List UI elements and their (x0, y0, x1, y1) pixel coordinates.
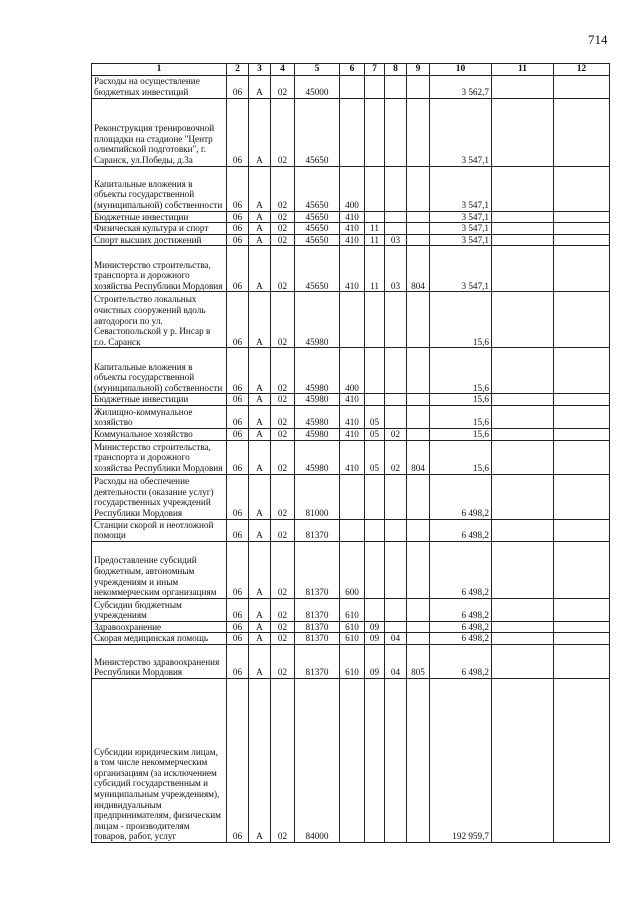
cell-code (385, 98, 407, 166)
cell-code: 610 (340, 644, 365, 678)
cell-code: А (249, 98, 271, 166)
cell-amount (554, 75, 610, 98)
cell-amount (554, 211, 610, 223)
table-row (92, 166, 610, 211)
cell-code (407, 98, 430, 166)
cell-code: 03 (385, 234, 407, 246)
cell-amount (492, 348, 554, 394)
cell-amount (554, 234, 610, 246)
cell-amount (492, 644, 554, 678)
table-row (92, 292, 610, 348)
cell-code (385, 348, 407, 394)
cell-code (365, 394, 385, 406)
cell-code: 02 (271, 405, 295, 428)
cell-code (407, 633, 430, 645)
cell-code (385, 541, 407, 598)
cell-code: 11 (365, 223, 385, 235)
cell-amount: 3 547,1 (430, 223, 492, 235)
cell-amount (554, 678, 610, 842)
cell-name: Жилищно-коммунальное хозяйство (92, 405, 227, 428)
cell-code: А (249, 428, 271, 440)
cell-code (407, 474, 430, 519)
cell-code (407, 678, 430, 842)
cell-code (385, 292, 407, 348)
cell-code: А (249, 519, 271, 541)
table-row (92, 598, 610, 621)
cell-amount: 3 547,1 (430, 98, 492, 166)
cell-amount (492, 166, 554, 211)
cell-code: 02 (271, 394, 295, 406)
cell-code (407, 598, 430, 621)
cell-code: 81000 (295, 474, 340, 519)
cell-code: А (249, 166, 271, 211)
cell-code: 05 (365, 405, 385, 428)
cell-code: 804 (407, 440, 430, 474)
cell-code (340, 519, 365, 541)
budget-table (91, 63, 610, 843)
cell-code: А (249, 644, 271, 678)
cell-amount (554, 394, 610, 406)
cell-name: Станции скорой и неотложной помощи (92, 519, 227, 541)
cell-code: 84000 (295, 678, 340, 842)
cell-code: 45980 (295, 440, 340, 474)
cell-amount: 192 959,7 (430, 678, 492, 842)
cell-code: А (249, 633, 271, 645)
table-row (92, 440, 610, 474)
cell-code (385, 519, 407, 541)
column-header-4: 4 (271, 64, 295, 76)
cell-code (407, 166, 430, 211)
cell-code: 81370 (295, 519, 340, 541)
cell-amount (554, 633, 610, 645)
cell-amount (554, 428, 610, 440)
cell-amount (492, 98, 554, 166)
cell-code: 610 (340, 621, 365, 633)
cell-amount: 6 498,2 (430, 598, 492, 621)
cell-amount (492, 428, 554, 440)
cell-name: Капитальные вложения в объекты государственной (муниципальной) собственности (92, 166, 227, 211)
cell-name: Коммунальное хозяйство (92, 428, 227, 440)
table-row (92, 633, 610, 645)
cell-code: А (249, 440, 271, 474)
cell-amount (554, 644, 610, 678)
cell-code: 45980 (295, 348, 340, 394)
column-header-9: 9 (407, 64, 430, 76)
cell-code: 81370 (295, 541, 340, 598)
column-header-1: 1 (92, 64, 227, 76)
cell-amount (492, 678, 554, 842)
cell-code (407, 292, 430, 348)
cell-amount (554, 474, 610, 519)
cell-code: 04 (385, 644, 407, 678)
cell-code: А (249, 348, 271, 394)
cell-amount (492, 519, 554, 541)
cell-code: 410 (340, 234, 365, 246)
cell-code: 06 (227, 98, 249, 166)
cell-amount: 15,6 (430, 394, 492, 406)
cell-code (365, 75, 385, 98)
column-header-6: 6 (340, 64, 365, 76)
cell-code (407, 75, 430, 98)
cell-name: Министерство строительства, транспорта и дорожного хозяйства Республики Мордовия (92, 440, 227, 474)
cell-code: 06 (227, 678, 249, 842)
cell-code (385, 405, 407, 428)
cell-amount: 15,6 (430, 292, 492, 348)
cell-code (365, 598, 385, 621)
cell-code (385, 211, 407, 223)
cell-code (407, 348, 430, 394)
cell-amount (492, 292, 554, 348)
cell-amount: 6 498,2 (430, 633, 492, 645)
cell-amount (554, 348, 610, 394)
cell-amount: 3 547,1 (430, 234, 492, 246)
column-header-8: 8 (385, 64, 407, 76)
cell-code: А (249, 234, 271, 246)
cell-amount (554, 246, 610, 292)
cell-code: А (249, 621, 271, 633)
cell-code: 05 (365, 428, 385, 440)
cell-name: Министерство здравоохранения Республики Мордовия (92, 644, 227, 678)
cell-code: 400 (340, 166, 365, 211)
cell-name: Физическая культура и спорт (92, 223, 227, 235)
cell-code (365, 348, 385, 394)
cell-amount (554, 541, 610, 598)
cell-name: Спорт высших достижений (92, 234, 227, 246)
cell-code: А (249, 75, 271, 98)
cell-amount (492, 440, 554, 474)
cell-code: 06 (227, 598, 249, 621)
cell-amount: 3 547,1 (430, 246, 492, 292)
cell-code (365, 519, 385, 541)
cell-code: 06 (227, 234, 249, 246)
cell-code: 410 (340, 394, 365, 406)
cell-amount (492, 246, 554, 292)
cell-code: 09 (365, 644, 385, 678)
table-row (92, 348, 610, 394)
header-row (92, 64, 610, 76)
cell-amount (554, 166, 610, 211)
cell-code: 06 (227, 519, 249, 541)
table-row (92, 541, 610, 598)
cell-code: 02 (271, 678, 295, 842)
cell-code: 04 (385, 633, 407, 645)
cell-code: 02 (271, 621, 295, 633)
cell-code: А (249, 223, 271, 235)
cell-code (365, 211, 385, 223)
cell-code: 02 (271, 633, 295, 645)
cell-amount: 6 498,2 (430, 474, 492, 519)
cell-code: 06 (227, 246, 249, 292)
cell-amount (492, 474, 554, 519)
table-row (92, 644, 610, 678)
cell-name: Скорая медицинская помощь (92, 633, 227, 645)
cell-code: 410 (340, 440, 365, 474)
cell-code: 45650 (295, 223, 340, 235)
cell-code (407, 541, 430, 598)
cell-code: 45980 (295, 394, 340, 406)
cell-code: 06 (227, 348, 249, 394)
cell-code (365, 541, 385, 598)
cell-code (407, 223, 430, 235)
cell-code: 02 (271, 234, 295, 246)
table-row (92, 98, 610, 166)
cell-code: 02 (271, 440, 295, 474)
cell-code: 02 (271, 223, 295, 235)
cell-name: Расходы на осуществление бюджетных инвестиций (92, 75, 227, 98)
cell-code (340, 292, 365, 348)
cell-code: 45650 (295, 246, 340, 292)
cell-code: 02 (271, 348, 295, 394)
cell-code: 45650 (295, 98, 340, 166)
cell-code: А (249, 541, 271, 598)
table-row (92, 211, 610, 223)
cell-code: 06 (227, 633, 249, 645)
cell-code (407, 405, 430, 428)
cell-amount: 3 547,1 (430, 166, 492, 211)
column-header-5: 5 (295, 64, 340, 76)
cell-amount (492, 211, 554, 223)
cell-code (407, 211, 430, 223)
cell-code: 410 (340, 223, 365, 235)
cell-amount (554, 621, 610, 633)
cell-code: 410 (340, 246, 365, 292)
cell-name: Бюджетные инвестиции (92, 394, 227, 406)
table-row (92, 678, 610, 842)
cell-code (365, 166, 385, 211)
cell-code: 02 (271, 211, 295, 223)
cell-amount (492, 598, 554, 621)
cell-code: 02 (271, 598, 295, 621)
table-row (92, 234, 610, 246)
column-header-3: 3 (249, 64, 271, 76)
cell-code: А (249, 405, 271, 428)
cell-amount (492, 75, 554, 98)
cell-code: 06 (227, 440, 249, 474)
table-row (92, 621, 610, 633)
cell-code (385, 598, 407, 621)
cell-code: 06 (227, 474, 249, 519)
cell-code: А (249, 394, 271, 406)
cell-code: 81370 (295, 621, 340, 633)
column-header-7: 7 (365, 64, 385, 76)
cell-code: 02 (271, 246, 295, 292)
cell-code (385, 223, 407, 235)
cell-code: 45980 (295, 405, 340, 428)
cell-name: Субсидии юридическим лицам, в том числе некоммерческим организациям (за исключением субсидий государственным и муниципальным учреждениям), индивидуальным предпринимателям, физическим лицам - производителям товаров, работ, услуг (92, 678, 227, 842)
cell-code (385, 621, 407, 633)
cell-code (365, 678, 385, 842)
cell-code: 09 (365, 633, 385, 645)
cell-code: 06 (227, 621, 249, 633)
cell-code (407, 519, 430, 541)
table-row (92, 428, 610, 440)
cell-code: 02 (271, 75, 295, 98)
cell-code: 400 (340, 348, 365, 394)
cell-code: 610 (340, 598, 365, 621)
table-row (92, 223, 610, 235)
cell-code (407, 428, 430, 440)
cell-code: 02 (271, 541, 295, 598)
cell-code: 06 (227, 223, 249, 235)
cell-amount (492, 394, 554, 406)
cell-code (385, 474, 407, 519)
column-header-10: 10 (430, 64, 492, 76)
cell-code: 45650 (295, 234, 340, 246)
cell-name: Здравоохранение (92, 621, 227, 633)
cell-code: 06 (227, 405, 249, 428)
cell-amount (554, 98, 610, 166)
cell-code: 45980 (295, 292, 340, 348)
cell-code (340, 98, 365, 166)
cell-amount: 15,6 (430, 405, 492, 428)
cell-name: Бюджетные инвестиции (92, 211, 227, 223)
cell-amount: 6 498,2 (430, 621, 492, 633)
cell-code: А (249, 678, 271, 842)
column-header-11: 11 (492, 64, 554, 76)
cell-code: 06 (227, 644, 249, 678)
cell-code (385, 678, 407, 842)
cell-amount (492, 223, 554, 235)
cell-name: Капитальные вложения в объекты государственной (муниципальной) собственности (92, 348, 227, 394)
cell-amount (554, 292, 610, 348)
cell-code: 02 (271, 644, 295, 678)
cell-amount: 3 547,1 (430, 211, 492, 223)
cell-code (340, 474, 365, 519)
cell-code (365, 98, 385, 166)
cell-amount: 6 498,2 (430, 644, 492, 678)
cell-amount: 15,6 (430, 428, 492, 440)
cell-amount (554, 405, 610, 428)
table-row (92, 474, 610, 519)
cell-code: 02 (271, 292, 295, 348)
cell-code: 06 (227, 166, 249, 211)
table-row (92, 519, 610, 541)
cell-name: Предоставление субсидий бюджетным, автономным учреждениям и иным некоммерческим организациям (92, 541, 227, 598)
cell-name: Расходы на обеспечение деятельности (оказание услуг) государственных учреждений Республики Мордовия (92, 474, 227, 519)
cell-code: 09 (365, 621, 385, 633)
cell-code: 81370 (295, 644, 340, 678)
cell-code (385, 75, 407, 98)
table-row (92, 75, 610, 98)
cell-code: 410 (340, 405, 365, 428)
cell-code: 06 (227, 292, 249, 348)
cell-code (365, 292, 385, 348)
cell-code: А (249, 246, 271, 292)
cell-code: 81370 (295, 598, 340, 621)
column-header-12: 12 (554, 64, 610, 76)
cell-amount (492, 234, 554, 246)
column-header-2: 2 (227, 64, 249, 76)
cell-name: Субсидии бюджетным учреждениям (92, 598, 227, 621)
cell-code: 410 (340, 428, 365, 440)
cell-code: 06 (227, 428, 249, 440)
cell-code: А (249, 211, 271, 223)
table-body (92, 75, 610, 842)
cell-code (407, 394, 430, 406)
cell-code: 02 (271, 474, 295, 519)
cell-code: 45650 (295, 166, 340, 211)
cell-code: А (249, 292, 271, 348)
cell-code: 06 (227, 75, 249, 98)
cell-code: 05 (365, 440, 385, 474)
cell-code: 02 (271, 98, 295, 166)
cell-amount (492, 541, 554, 598)
cell-code: 410 (340, 211, 365, 223)
cell-code: 600 (340, 541, 365, 598)
cell-code (385, 394, 407, 406)
cell-code (407, 234, 430, 246)
table-row (92, 405, 610, 428)
cell-code: 804 (407, 246, 430, 292)
cell-name: Строительство локальных очистных сооружений вдоль автодороги по ул. Севастопольской у р. Инсар в г.о. Саранск (92, 292, 227, 348)
cell-name: Министерство строительства, транспорта и дорожного хозяйства Республики Мордовия (92, 246, 227, 292)
cell-code: А (249, 598, 271, 621)
cell-code: 11 (365, 246, 385, 292)
cell-code: 11 (365, 234, 385, 246)
cell-code: 06 (227, 394, 249, 406)
cell-amount: 15,6 (430, 440, 492, 474)
cell-amount: 6 498,2 (430, 541, 492, 598)
cell-amount (554, 519, 610, 541)
cell-amount (554, 598, 610, 621)
cell-code: 02 (271, 428, 295, 440)
page-number: 714 (588, 32, 608, 47)
cell-code: А (249, 474, 271, 519)
cell-code (407, 621, 430, 633)
cell-code: 02 (385, 440, 407, 474)
cell-code: 805 (407, 644, 430, 678)
cell-code: 03 (385, 246, 407, 292)
cell-code: 45650 (295, 211, 340, 223)
table-row (92, 394, 610, 406)
cell-amount: 3 562,7 (430, 75, 492, 98)
cell-code (340, 75, 365, 98)
cell-code (365, 474, 385, 519)
cell-amount (492, 405, 554, 428)
cell-amount: 6 498,2 (430, 519, 492, 541)
cell-code: 02 (385, 428, 407, 440)
cell-code: 02 (271, 166, 295, 211)
cell-amount (492, 621, 554, 633)
cell-amount (554, 440, 610, 474)
cell-amount: 15,6 (430, 348, 492, 394)
cell-amount (554, 223, 610, 235)
cell-code (385, 166, 407, 211)
cell-amount (492, 633, 554, 645)
cell-code: 81370 (295, 633, 340, 645)
cell-code (340, 678, 365, 842)
cell-code: 02 (271, 519, 295, 541)
cell-code: 45980 (295, 428, 340, 440)
table-row (92, 246, 610, 292)
cell-code: 45000 (295, 75, 340, 98)
cell-name: Реконструкция тренировочной площадки на стадионе "Центр олимпийской подготовки", г. Саранск, ул.Победы, д.3а (92, 98, 227, 166)
cell-code: 06 (227, 541, 249, 598)
cell-code: 06 (227, 211, 249, 223)
cell-code: 610 (340, 633, 365, 645)
